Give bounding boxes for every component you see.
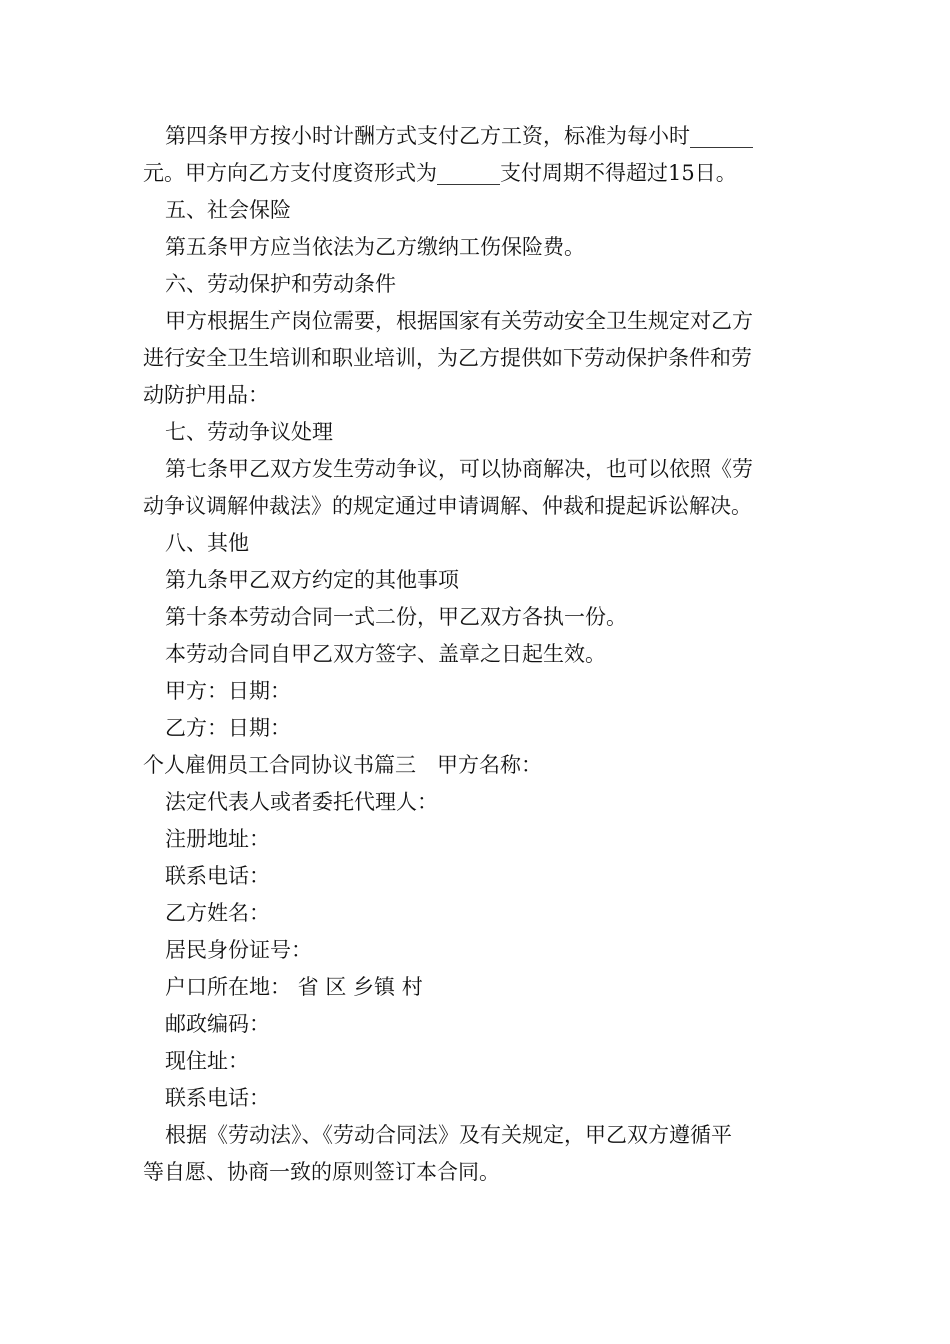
paragraph-line: 根据《劳动法》、《劳动合同法》及有关规定，甲乙双方遵循平 <box>165 1123 732 1147</box>
section-heading: 七、劳动争议处理 <box>165 420 333 444</box>
signature-line-party-a: 甲方：日期： <box>165 679 291 703</box>
section-heading: 八、其他 <box>165 531 249 555</box>
paragraph-line: 第五条甲方应当依法为乙方缴纳工伤保险费。 <box>165 235 585 259</box>
form-field-line: 邮政编码： <box>165 1012 270 1036</box>
paragraph-line: 动争议调解仲裁法》的规定通过申请调解、仲裁和提起诉讼解决。 <box>143 494 752 518</box>
paragraph-line: 元。甲方向乙方支付度资形式为______支付周期不得超过15日。 <box>143 161 737 185</box>
paragraph-line: 甲方根据生产岗位需要，根据国家有关劳动安全卫生规定对乙方 <box>165 309 753 333</box>
signature-line-party-b: 乙方：日期： <box>165 716 291 740</box>
paragraph-line: 第十条本劳动合同一式二份，甲乙双方各执一份。 <box>165 605 627 629</box>
form-field-line: 现住址： <box>165 1049 249 1073</box>
paragraph-line: 第四条甲方按小时计酬方式支付乙方工资，标准为每小时______ <box>165 124 753 148</box>
form-field-line: 注册地址： <box>165 827 270 851</box>
form-field-line: 联系电话： <box>165 1086 270 1110</box>
document-body <box>143 118 808 1191</box>
paragraph-line: 动防护用品： <box>143 383 269 407</box>
form-field-line: 户口所在地： 省 区 乡镇 村 <box>165 975 423 999</box>
paragraph-line: 第九条甲乙双方约定的其他事项 <box>165 568 459 592</box>
form-field-line: 联系电话： <box>165 864 270 888</box>
form-field-line: 乙方姓名： <box>165 901 270 925</box>
contract-title-line: 个人雇佣员工合同协议书篇三 甲方名称： <box>143 753 542 777</box>
form-field-line: 居民身份证号： <box>165 938 312 962</box>
section-heading: 六、劳动保护和劳动条件 <box>165 272 396 296</box>
paragraph-line: 本劳动合同自甲乙双方签字、盖章之日起生效。 <box>165 642 606 666</box>
form-field-line: 法定代表人或者委托代理人： <box>165 790 438 814</box>
section-heading: 五、社会保险 <box>165 198 291 222</box>
paragraph-line: 第七条甲乙双方发生劳动争议，可以协商解决，也可以依照《劳 <box>165 457 753 481</box>
paragraph-line: 进行安全卫生培训和职业培训，为乙方提供如下劳动保护条件和劳 <box>143 346 752 370</box>
paragraph-line: 等自愿、协商一致的原则签订本合同。 <box>143 1160 500 1184</box>
